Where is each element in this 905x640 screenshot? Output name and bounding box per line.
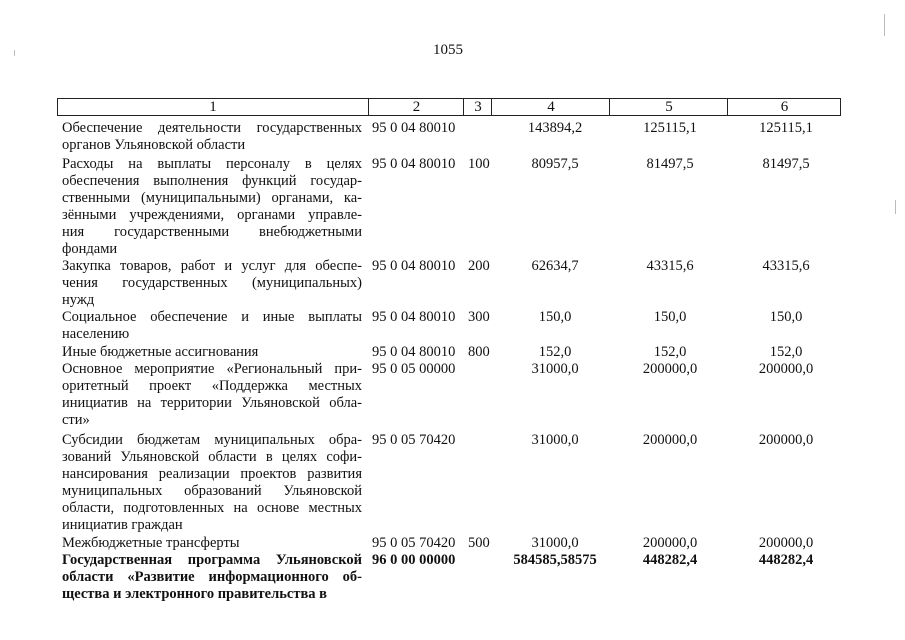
row-amount-col-4: 584585,58575 bbox=[513, 552, 597, 568]
row-name-line: инициатив граждан bbox=[62, 517, 183, 533]
row-name bbox=[62, 258, 362, 309]
row-expense-type: 500 bbox=[468, 535, 490, 551]
row-code: 95 0 04 80010 bbox=[372, 258, 456, 274]
row-name-line: органов Ульяновской области bbox=[62, 137, 246, 153]
header-col-2: 2 bbox=[368, 99, 464, 115]
row-code: 95 0 04 80010 bbox=[372, 156, 456, 172]
row-name-line: щества и электронного правительства в bbox=[62, 586, 328, 602]
row-amount-col-4: 150,0 bbox=[538, 309, 572, 325]
row-expense-type: 300 bbox=[468, 309, 490, 325]
row-name-line: Иные бюджетные ассигнования bbox=[62, 344, 259, 360]
row-name bbox=[62, 344, 362, 361]
row-amount-col-5: 125115,1 bbox=[643, 120, 697, 136]
row-amount-col-5: 200000,0 bbox=[642, 361, 698, 377]
row-amount-col-4: 31000,0 bbox=[531, 361, 579, 377]
row-name-line: инициатив на территории Ульяновской обла- bbox=[62, 395, 362, 411]
row-name-line: зований Ульяновской области в целях софи- bbox=[62, 449, 362, 465]
row-name-line: Обеспечение деятельности государственных bbox=[62, 120, 362, 136]
row-amount-col-4: 152,0 bbox=[538, 344, 572, 360]
row-name bbox=[62, 552, 362, 603]
row-amount-col-6: 81497,5 bbox=[762, 156, 810, 172]
row-name-line: области, подготовленных на основе местных bbox=[62, 500, 362, 516]
row-name-line: обеспечения выполнения функций государ- bbox=[62, 173, 362, 189]
row-amount-col-4: 31000,0 bbox=[531, 535, 579, 551]
row-name-line: зёнными учреждениями, органами управле- bbox=[62, 207, 362, 223]
row-name-line: ния государственными внебюджетными bbox=[62, 224, 362, 240]
row-code: 95 0 04 80010 bbox=[372, 120, 456, 136]
row-name bbox=[62, 432, 362, 534]
row-name-line: нужд bbox=[62, 292, 95, 308]
row-name-line: населению bbox=[62, 326, 130, 342]
row-name-line: муниципальных образований Ульяновской bbox=[62, 483, 362, 499]
header-col-1: 1 bbox=[209, 99, 217, 115]
row-amount-col-4: 80957,5 bbox=[531, 156, 579, 172]
row-name bbox=[62, 120, 362, 154]
row-amount-col-6: 43315,6 bbox=[762, 258, 810, 274]
row-amount-col-6: 200000,0 bbox=[758, 361, 814, 377]
row-name-line: ственными (муниципальными) органами, ка- bbox=[62, 190, 362, 206]
row-name-line: чения государственных (муниципальных) bbox=[62, 275, 362, 291]
row-name-line: фондами bbox=[62, 241, 118, 257]
row-name-line: Субсидии бюджетам муниципальных обра- bbox=[62, 432, 362, 448]
row-code: 95 0 04 80010 bbox=[372, 344, 456, 360]
row-name-line: Основное мероприятие «Региональный при- bbox=[62, 361, 362, 377]
table-header-row bbox=[57, 98, 841, 116]
row-code: 95 0 04 80010 bbox=[372, 309, 456, 325]
row-code: 95 0 05 00000 bbox=[372, 361, 456, 377]
header-col-3: 3 bbox=[463, 99, 492, 115]
scan-mark bbox=[884, 14, 885, 36]
row-name-line: области «Развитие информационного об- bbox=[62, 569, 362, 585]
scan-mark bbox=[14, 50, 15, 56]
row-amount-col-6: 150,0 bbox=[769, 309, 803, 325]
row-name-line: Государственная программа Ульяновской bbox=[62, 552, 362, 568]
row-amount-col-5: 43315,6 bbox=[646, 258, 694, 274]
row-name-line: Расходы на выплаты персоналу в целях bbox=[62, 156, 362, 172]
row-name-line: оритетный проект «Поддержка местных bbox=[62, 378, 362, 394]
budget-table bbox=[57, 98, 841, 602]
row-name bbox=[62, 535, 362, 552]
row-amount-col-6: 125115,1 bbox=[759, 120, 813, 136]
row-amount-col-6: 200000,0 bbox=[758, 535, 814, 551]
row-amount-col-5: 200000,0 bbox=[642, 535, 698, 551]
row-amount-col-4: 143894,2 bbox=[527, 120, 583, 136]
row-name-line: нансирования реализации проектов развития bbox=[62, 466, 362, 482]
row-code: 95 0 05 70420 bbox=[372, 535, 456, 551]
page-number: 1055 bbox=[433, 42, 463, 58]
row-name-line: сти» bbox=[62, 412, 90, 428]
row-amount-col-5: 150,0 bbox=[653, 309, 687, 325]
row-amount-col-6: 200000,0 bbox=[758, 432, 814, 448]
row-expense-type: 200 bbox=[468, 258, 490, 274]
row-code: 96 0 00 00000 bbox=[372, 552, 456, 568]
row-amount-col-6: 152,0 bbox=[769, 344, 803, 360]
row-name-line: Закупка товаров, работ и услуг для обеспе- bbox=[62, 258, 362, 274]
row-amount-col-4: 62634,7 bbox=[531, 258, 579, 274]
row-name-line: Межбюджетные трансферты bbox=[62, 535, 240, 551]
row-amount-col-5: 448282,4 bbox=[642, 552, 698, 568]
row-name-line: Социальное обеспечение и иные выплаты bbox=[62, 309, 362, 325]
row-name bbox=[62, 156, 362, 258]
row-amount-col-4: 31000,0 bbox=[531, 432, 579, 448]
row-amount-col-5: 81497,5 bbox=[646, 156, 694, 172]
row-amount-col-5: 200000,0 bbox=[642, 432, 698, 448]
row-name bbox=[62, 309, 362, 343]
row-amount-col-6: 448282,4 bbox=[758, 552, 814, 568]
header-col-5: 5 bbox=[609, 99, 728, 115]
header-col-6: 6 bbox=[727, 99, 841, 115]
row-expense-type: 800 bbox=[468, 344, 490, 360]
row-name bbox=[62, 361, 362, 429]
row-amount-col-5: 152,0 bbox=[653, 344, 687, 360]
row-code: 95 0 05 70420 bbox=[372, 432, 456, 448]
scan-mark bbox=[895, 200, 896, 214]
row-expense-type: 100 bbox=[468, 156, 490, 172]
header-col-4: 4 bbox=[491, 99, 610, 115]
